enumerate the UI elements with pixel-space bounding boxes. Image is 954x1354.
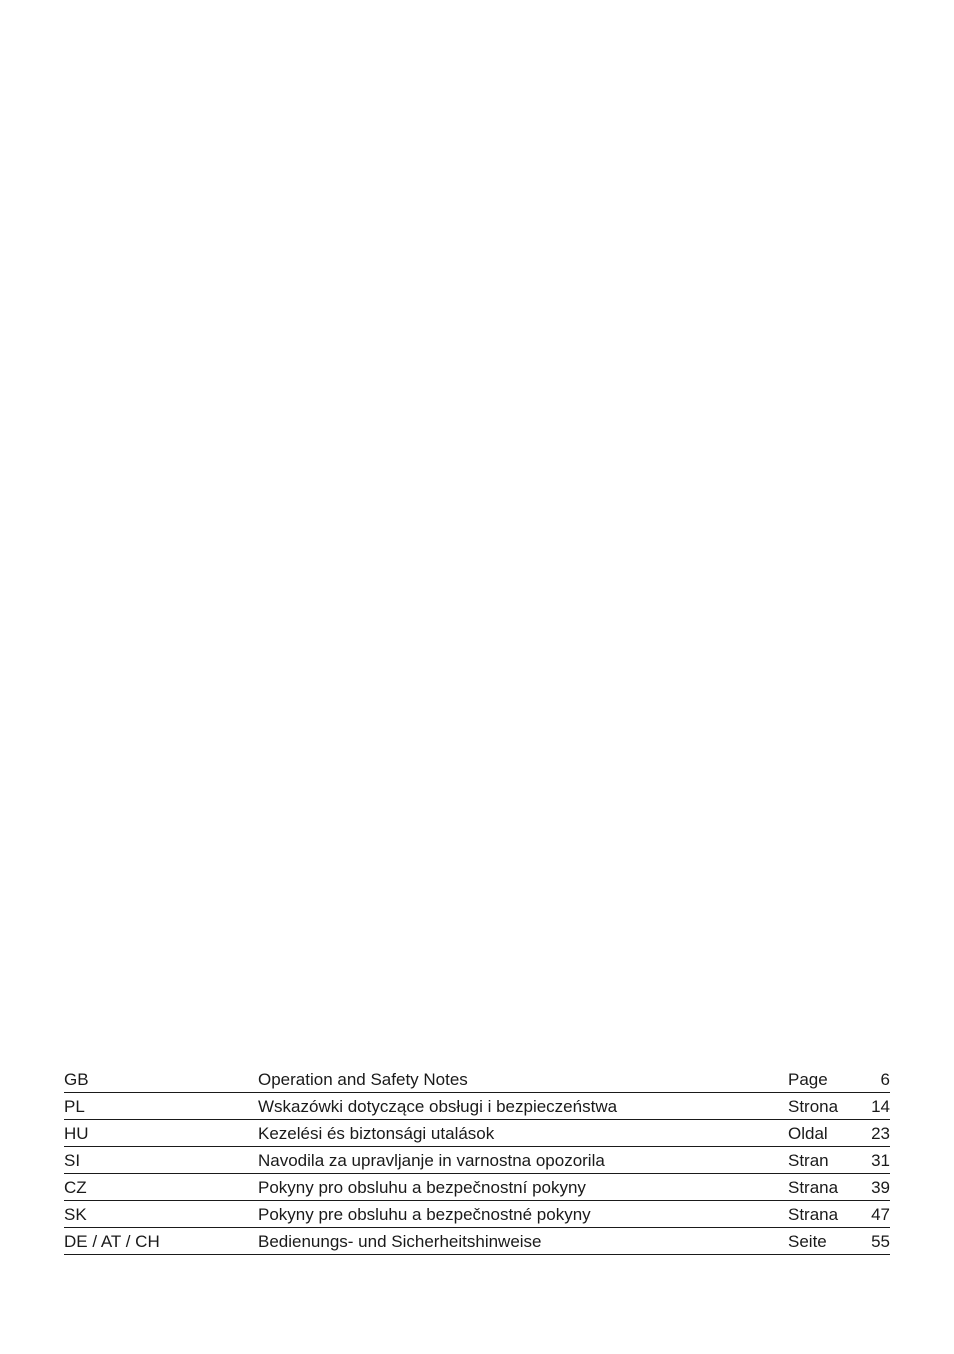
section-title: Pokyny pre obsluhu a bezpečnostné pokyny <box>258 1204 591 1224</box>
section-title: Bedienungs- und Sicherheitshinweise <box>258 1231 542 1251</box>
language-code: SK <box>64 1204 87 1224</box>
toc-row-cz[interactable] <box>64 1174 890 1201</box>
toc-row-si[interactable] <box>64 1147 890 1174</box>
page-number: 6 <box>880 1069 890 1089</box>
language-code: DE / AT / CH <box>64 1231 160 1251</box>
page-label: Strona <box>788 1096 839 1116</box>
page-number: 47 <box>871 1204 890 1224</box>
language-code: PL <box>64 1096 85 1116</box>
language-code: HU <box>64 1123 89 1143</box>
section-title: Pokyny pro obsluhu a bezpečnostní pokyny <box>258 1177 586 1197</box>
section-title: Operation and Safety Notes <box>258 1069 468 1089</box>
page-number: 39 <box>871 1177 890 1197</box>
page-label: Seite <box>788 1231 827 1251</box>
section-title: Wskazówki dotyczące obsługi i bezpieczeństwa <box>258 1096 618 1116</box>
page-label: Strana <box>788 1204 839 1224</box>
page-number: 14 <box>871 1096 890 1116</box>
toc-row-de-at-ch[interactable] <box>64 1228 890 1255</box>
page-label: Oldal <box>788 1123 828 1143</box>
table-of-contents <box>64 1066 890 1255</box>
page-number: 31 <box>871 1150 890 1170</box>
page-label: Page <box>788 1069 828 1089</box>
language-code: GB <box>64 1069 89 1089</box>
page-label: Stran <box>788 1150 829 1170</box>
language-code: SI <box>64 1150 81 1170</box>
page-number: 23 <box>871 1123 890 1143</box>
language-code: CZ <box>64 1177 87 1197</box>
toc-row-sk[interactable] <box>64 1201 890 1228</box>
section-title: Navodila za upravljanje in varnostna opozorila <box>258 1150 605 1170</box>
page-number: 55 <box>871 1231 890 1251</box>
page-label: Strana <box>788 1177 839 1197</box>
toc-row-hu[interactable] <box>64 1120 890 1147</box>
toc-row-pl[interactable] <box>64 1093 890 1120</box>
section-title: Kezelési és biztonsági utalások <box>258 1123 495 1143</box>
toc-row-gb[interactable] <box>64 1066 890 1093</box>
